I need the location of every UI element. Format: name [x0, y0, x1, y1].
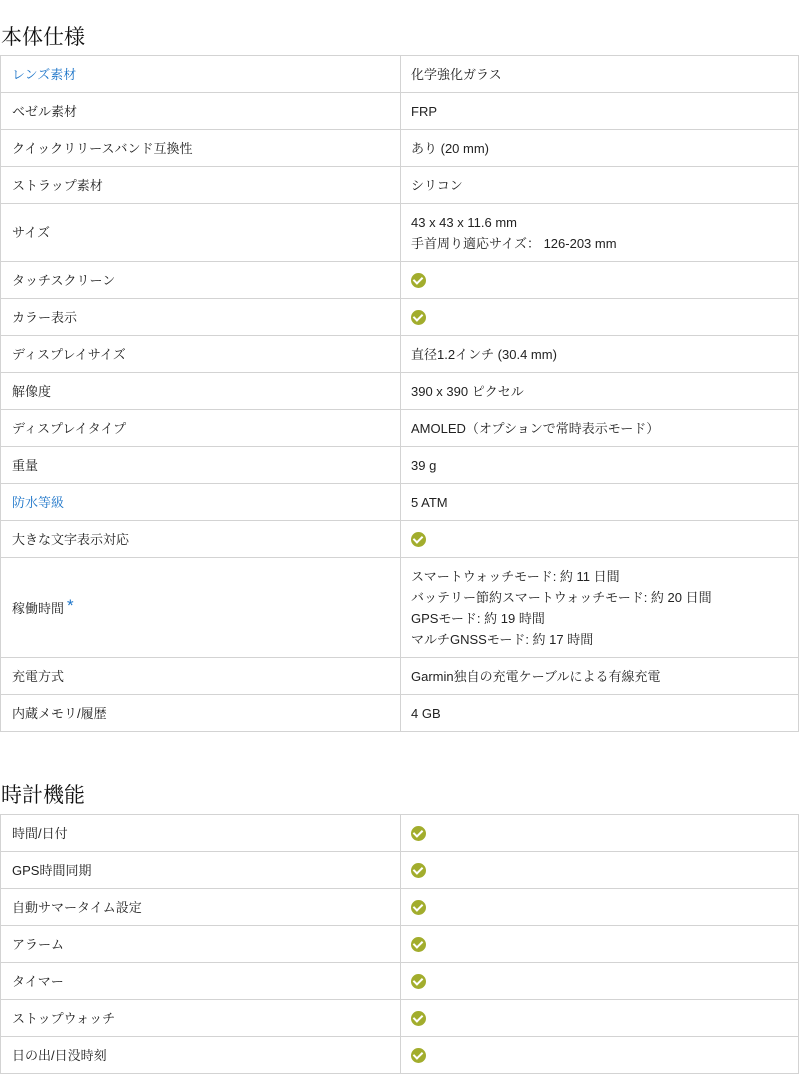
spec-value-cell [401, 167, 799, 204]
spec-label: 稼働時間 [12, 600, 65, 616]
spec-label: カラー表示 [12, 309, 78, 325]
spec-value-cell [401, 558, 799, 658]
check-circle-icon [411, 900, 426, 915]
check-circle-icon [411, 974, 426, 989]
spec-label-cell [1, 299, 401, 336]
spec-value-cell [401, 815, 799, 852]
spec-label-cell [1, 373, 401, 410]
spec-value: シリコン [411, 177, 463, 193]
table-row [1, 484, 799, 521]
spec-label: アラーム [12, 936, 65, 952]
table-row [1, 447, 799, 484]
spec-value: AMOLED（オプションで常時表示モード） [411, 420, 660, 436]
check-circle-icon [411, 273, 426, 288]
spec-label: 充電方式 [12, 668, 65, 684]
spec-value-cell [401, 1037, 799, 1074]
check-circle-icon [411, 532, 426, 547]
spec-label-cell [1, 1000, 401, 1037]
spec-value-cell [401, 336, 799, 373]
table-row [1, 889, 799, 926]
spec-label: ディスプレイタイプ [12, 420, 127, 436]
table-row [1, 204, 799, 262]
spec-label: 内蔵メモリ/履歴 [12, 705, 107, 721]
spec-label-cell [1, 262, 401, 299]
spec-label-cell [1, 167, 401, 204]
table-row [1, 815, 799, 852]
spec-label-cell [1, 658, 401, 695]
check-circle-icon [411, 1048, 426, 1063]
section-title-body-specs: 本体仕様 [1, 25, 85, 49]
spec-label: 日の出/日没時刻 [12, 1047, 107, 1063]
spec-value: 化学強化ガラス [411, 66, 502, 82]
spec-value-cell [401, 926, 799, 963]
spec-value: GPSモード: 約 19 時間 [411, 610, 545, 626]
spec-label-cell [1, 484, 401, 521]
spec-value: スマートウォッチモード: 約 11 日間 [411, 568, 620, 584]
table-row [1, 658, 799, 695]
spec-label-cell [1, 447, 401, 484]
table-row [1, 926, 799, 963]
spec-value-cell [401, 93, 799, 130]
check-circle-icon [411, 937, 426, 952]
spec-label-cell [1, 521, 401, 558]
spec-table-watch [0, 814, 799, 1074]
spec-label: 時間/日付 [12, 825, 68, 841]
table-row [1, 852, 799, 889]
spec-label-cell [1, 1037, 401, 1074]
spec-value-cell [401, 658, 799, 695]
spec-label: クイックリリースバンド互換性 [12, 140, 193, 156]
spec-value: バッテリー節約スマートウォッチモード: 約 20 日間 [411, 589, 712, 605]
table-row [1, 410, 799, 447]
check-circle-icon [411, 1011, 426, 1026]
spec-value-cell [401, 1000, 799, 1037]
spec-value: 43 x 43 x 11.6 mm [411, 214, 517, 230]
spec-value-cell [401, 447, 799, 484]
table-row [1, 373, 799, 410]
spec-label-cell [1, 926, 401, 963]
table-row [1, 56, 799, 93]
spec-label-cell [1, 695, 401, 732]
spec-label-link[interactable]: レンズ素材 [12, 66, 77, 82]
spec-value: 手首周り適応サイズ： 126-203 mm [411, 235, 617, 251]
spec-value-cell [401, 262, 799, 299]
spec-value-cell [401, 695, 799, 732]
spec-label-cell [1, 410, 401, 447]
table-row [1, 1037, 799, 1074]
spec-value: Garmin独自の充電ケーブルによる有線充電 [411, 668, 661, 684]
spec-label-link[interactable]: 防水等級 [12, 494, 65, 510]
spec-label-cell [1, 558, 401, 658]
spec-label-cell [1, 130, 401, 167]
spec-value-cell [401, 204, 799, 262]
spec-value: 5 ATM [411, 494, 448, 510]
table-row [1, 558, 799, 658]
table-row [1, 167, 799, 204]
spec-label-cell [1, 204, 401, 262]
spec-label: 大きな文字表示対応 [12, 531, 130, 547]
section-title-watch-features: 時計機能 [1, 783, 85, 807]
spec-label-cell [1, 815, 401, 852]
table-row [1, 130, 799, 167]
spec-label-cell [1, 852, 401, 889]
table-row [1, 1000, 799, 1037]
spec-label: タイマー [12, 973, 64, 989]
spec-table-body [0, 55, 799, 732]
table-row [1, 262, 799, 299]
footnote-asterisk-link[interactable]: * [67, 595, 74, 615]
spec-value-cell [401, 521, 799, 558]
spec-label: 自動サマータイム設定 [12, 899, 142, 915]
table-row [1, 963, 799, 1000]
spec-label-cell [1, 963, 401, 1000]
spec-value: あり (20 mm) [411, 140, 490, 156]
spec-value: マルチGNSSモード: 約 17 時間 [411, 631, 594, 647]
spec-label: 重量 [12, 457, 39, 473]
spec-label-cell [1, 889, 401, 926]
spec-label: ディスプレイサイズ [12, 346, 126, 362]
spec-value-cell [401, 373, 799, 410]
spec-value: 4 GB [411, 705, 441, 721]
spec-value-cell [401, 484, 799, 521]
spec-label-cell [1, 336, 401, 373]
spec-label: ストラップ素材 [12, 177, 103, 193]
spec-label: 解像度 [12, 383, 52, 399]
table-row [1, 336, 799, 373]
check-circle-icon [411, 863, 426, 878]
spec-value-cell [401, 889, 799, 926]
spec-value: FRP [411, 103, 437, 119]
spec-label: タッチスクリーン [12, 272, 116, 288]
spec-value: 39 g [411, 457, 437, 473]
table-row [1, 521, 799, 558]
spec-value-cell [401, 963, 799, 1000]
spec-value-cell [401, 130, 799, 167]
table-row [1, 695, 799, 732]
check-circle-icon [411, 826, 426, 841]
check-circle-icon [411, 310, 426, 325]
spec-label-cell [1, 56, 401, 93]
spec-value: 直径1.2インチ (30.4 mm) [411, 346, 557, 362]
table-row [1, 93, 799, 130]
spec-value-cell [401, 852, 799, 889]
spec-label: サイズ [12, 225, 50, 240]
spec-value-cell [401, 299, 799, 336]
spec-value: 390 x 390 ピクセル [411, 383, 524, 399]
spec-value-cell [401, 410, 799, 447]
table-row [1, 299, 799, 336]
spec-label: ベゼル素材 [12, 103, 78, 119]
spec-label-cell [1, 93, 401, 130]
spec-label: GPS時間同期 [12, 862, 92, 878]
spec-label: ストップウォッチ [12, 1010, 116, 1026]
spec-value-cell [401, 56, 799, 93]
